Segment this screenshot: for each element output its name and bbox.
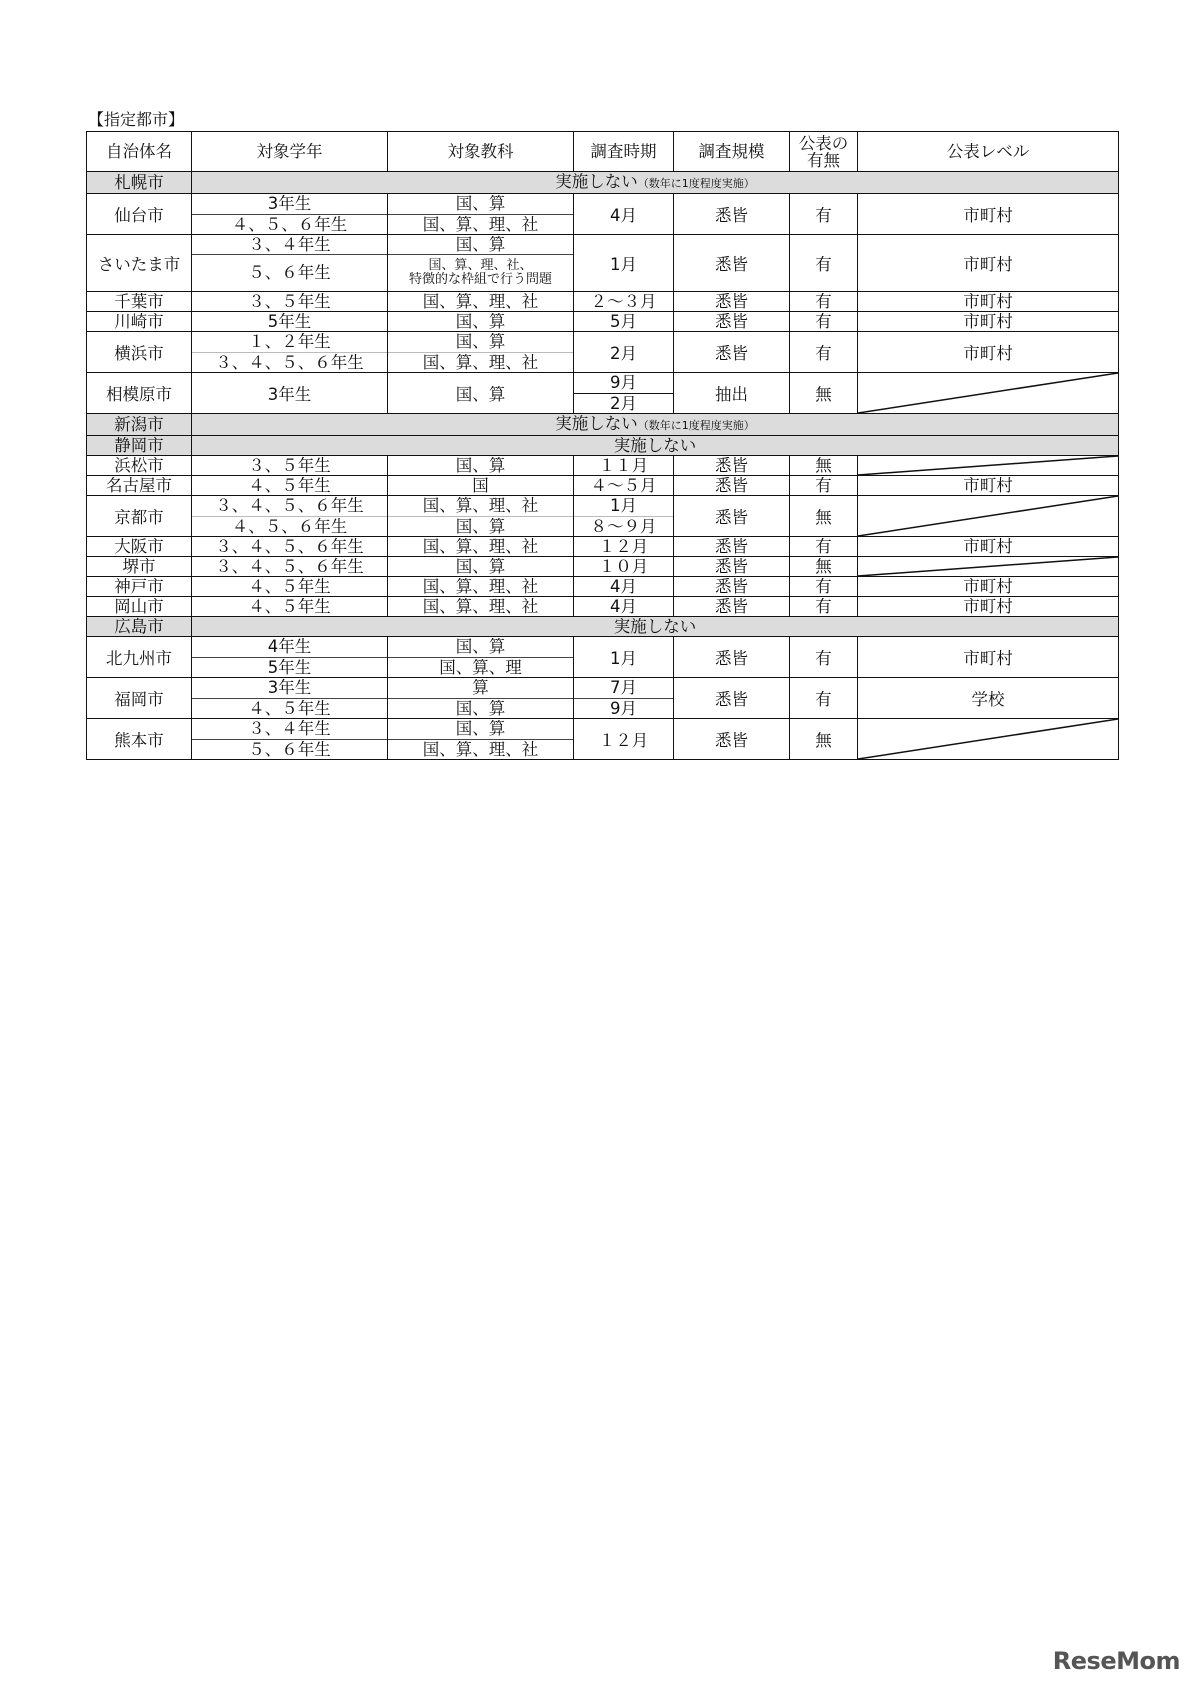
period-cell: 4月: [574, 194, 674, 235]
municipality-name: 広島市: [87, 617, 192, 637]
level-cell-na: [858, 719, 1119, 760]
publish-cell: 有: [790, 577, 858, 597]
subject-line: 国、算: [455, 637, 506, 657]
municipality-name: さいたま市: [87, 235, 192, 292]
period-line: 2月: [574, 393, 673, 414]
grade-line: ５、６年生: [192, 254, 387, 291]
note-sub: （数年に1度程度実施）: [637, 177, 755, 190]
scale-cell: 悉皆: [674, 719, 790, 760]
header-scale: 調査規模: [674, 132, 790, 172]
municipality-name: 仙台市: [87, 194, 192, 235]
grades-cell: ４、５年生: [192, 476, 388, 496]
table-row: [87, 436, 1119, 456]
table-row: [87, 235, 1119, 292]
subject-line: 国、算: [388, 516, 573, 537]
table-row: [87, 456, 1119, 476]
grade-line: １、２年生: [248, 332, 331, 352]
note-main: 実施しない: [613, 436, 697, 455]
grade-line: ４、５、６年生: [192, 516, 387, 537]
publish-cell: 無: [790, 456, 858, 476]
period-cell: [574, 373, 674, 414]
note-sub: （数年に1度程度実施）: [637, 419, 755, 432]
grade-line: ４、５、６年生: [192, 214, 387, 235]
period-cell: ２～３月: [574, 292, 674, 312]
scale-cell: 悉皆: [674, 476, 790, 496]
publish-cell: 有: [790, 235, 858, 292]
scale-cell: 悉皆: [674, 292, 790, 312]
subjects-cell: [388, 719, 574, 760]
scale-cell: 悉皆: [674, 557, 790, 577]
period-cell: 1月: [574, 637, 674, 678]
table-row: [87, 312, 1119, 332]
period-line: 1月: [610, 496, 637, 516]
subject-line: 国、算、理、社: [422, 496, 539, 516]
subjects-cell: 国、算、理、社: [388, 597, 574, 617]
grades-cell: [192, 194, 388, 235]
period-line: 9月: [610, 373, 637, 393]
period-cell: [574, 678, 674, 719]
level-cell: 市町村: [858, 537, 1119, 557]
note-main: 実施しない: [555, 172, 638, 191]
subject-line: 国、算、理、社: [388, 739, 573, 760]
period-line: 7月: [610, 678, 637, 698]
subject-line: 国、算: [455, 332, 506, 352]
table-row: [87, 496, 1119, 537]
level-cell: 市町村: [858, 312, 1119, 332]
period-cell: 5月: [574, 312, 674, 332]
header-municipality: 自治体名: [87, 132, 192, 172]
level-cell-na: [858, 496, 1119, 537]
header-publish-line1: 公表の: [798, 133, 849, 153]
period-cell: 4月: [574, 597, 674, 617]
grades-cell: ４、５年生: [192, 597, 388, 617]
municipality-name: 浜松市: [87, 456, 192, 476]
scale-cell: 悉皆: [674, 597, 790, 617]
subject-line: 国、算: [455, 194, 506, 214]
resemom-logo: ReseMom: [1052, 1647, 1180, 1675]
diagonal-slash: [858, 456, 1118, 475]
grade-line: ３、４年生: [248, 234, 331, 254]
scale-cell: 悉皆: [674, 537, 790, 557]
note-main: 実施しない: [555, 414, 638, 433]
diagonal-slash: [858, 496, 1118, 536]
diagonal-slash: [858, 557, 1118, 576]
note-main: 実施しない: [613, 617, 697, 636]
period-cell: [574, 496, 674, 537]
header-period: 調査時期: [574, 132, 674, 172]
publish-cell: 無: [790, 557, 858, 577]
subject-line: 国、算: [455, 719, 506, 739]
period-cell: 1月: [574, 235, 674, 292]
level-cell-na: [858, 373, 1119, 414]
period-cell: １２月: [574, 537, 674, 557]
table-row: [87, 414, 1119, 436]
level-cell: 市町村: [858, 637, 1119, 678]
level-cell: 市町村: [858, 597, 1119, 617]
subjects-cell: [388, 496, 574, 537]
subjects-cell: [388, 194, 574, 235]
level-cell-na: [858, 557, 1119, 577]
grades-cell: [192, 332, 388, 373]
table-row: [87, 557, 1119, 577]
grades-cell: ４、５年生: [192, 577, 388, 597]
subject-multiline: [388, 254, 573, 291]
table-row: [87, 172, 1119, 194]
publish-cell: 有: [790, 537, 858, 557]
municipality-name: 千葉市: [87, 292, 192, 312]
grades-cell: 5年生: [192, 312, 388, 332]
municipality-name: 札幌市: [87, 172, 192, 194]
scale-cell: 悉皆: [674, 577, 790, 597]
subject-line: 国、算: [388, 698, 573, 719]
municipality-name: 岡山市: [87, 597, 192, 617]
table-row: [87, 332, 1119, 373]
not-conducted-note: [192, 436, 1119, 456]
municipality-name: 福岡市: [87, 678, 192, 719]
subjects-cell: 国、算: [388, 373, 574, 414]
scale-cell: 悉皆: [674, 235, 790, 292]
municipality-name: 大阪市: [87, 537, 192, 557]
section-title: 【指定都市】: [88, 110, 185, 129]
grade-line: ３、４、５、６年生: [192, 352, 387, 373]
table-row: [87, 678, 1119, 719]
publish-cell: 有: [790, 312, 858, 332]
publish-cell: 無: [790, 496, 858, 537]
publish-cell: 有: [790, 678, 858, 719]
grade-line: ３、４年生: [248, 719, 331, 739]
grades-cell: 3年生: [192, 373, 388, 414]
level-cell: 市町村: [858, 476, 1119, 496]
level-cell: 市町村: [858, 577, 1119, 597]
subject-line: 国、算、理、社、: [428, 258, 533, 274]
period-cell: １０月: [574, 557, 674, 577]
subject-line: 特徴的な枠組で行う問題: [408, 272, 552, 287]
scale-cell: 抽出: [674, 373, 790, 414]
municipality-name: 北九州市: [87, 637, 192, 678]
period-line: ８～９月: [574, 516, 673, 537]
grades-cell: [192, 637, 388, 678]
not-conducted-note: [192, 414, 1119, 436]
not-conducted-note: [192, 172, 1119, 194]
not-conducted-note: [192, 617, 1119, 637]
diagonal-slash: [858, 373, 1118, 413]
table-row: [87, 476, 1119, 496]
publish-cell: 有: [790, 194, 858, 235]
grades-cell: ３、５年生: [192, 292, 388, 312]
level-cell: 市町村: [858, 235, 1119, 292]
grades-cell: ３、４、５、６年生: [192, 557, 388, 577]
subject-line: 国、算、理、社: [388, 352, 573, 373]
subjects-cell: 国、算: [388, 456, 574, 476]
header-publish-line2: 有無: [807, 150, 840, 170]
table-row: [87, 373, 1119, 414]
level-cell-na: [858, 456, 1119, 476]
grade-line: ５、６年生: [192, 739, 387, 760]
period-cell: １２月: [574, 719, 674, 760]
publish-cell: 有: [790, 292, 858, 312]
table-row: [87, 597, 1119, 617]
municipality-name: 新潟市: [87, 414, 192, 436]
period-cell: ４～５月: [574, 476, 674, 496]
subjects-cell: [388, 678, 574, 719]
subjects-cell: [388, 332, 574, 373]
municipality-name: 横浜市: [87, 332, 192, 373]
publish-cell: 有: [790, 332, 858, 373]
scale-cell: 悉皆: [674, 194, 790, 235]
municipality-name: 川崎市: [87, 312, 192, 332]
designated-cities-table: [86, 131, 1119, 760]
scale-cell: 悉皆: [674, 332, 790, 373]
subjects-cell: 国、算、理、社: [388, 537, 574, 557]
subjects-cell: [388, 637, 574, 678]
municipality-name: 神戸市: [87, 577, 192, 597]
subjects-cell: 国、算: [388, 557, 574, 577]
level-cell: 学校: [858, 678, 1119, 719]
table-row: [87, 292, 1119, 312]
period-cell: 4月: [574, 577, 674, 597]
table-row: [87, 617, 1119, 637]
header-grades: 対象学年: [192, 132, 388, 172]
grades-cell: [192, 235, 388, 292]
municipality-name: 堺市: [87, 557, 192, 577]
period-line: 9月: [574, 698, 673, 719]
municipality-name: 熊本市: [87, 719, 192, 760]
scale-cell: 悉皆: [674, 456, 790, 476]
table-row: [87, 637, 1119, 678]
publish-cell: 有: [790, 637, 858, 678]
header-row: [87, 132, 1119, 172]
grades-cell: ３、５年生: [192, 456, 388, 476]
table-row: [87, 577, 1119, 597]
grade-line: 4年生: [267, 637, 312, 657]
scale-cell: 悉皆: [674, 312, 790, 332]
scale-cell: 悉皆: [674, 637, 790, 678]
grades-cell: [192, 678, 388, 719]
scale-cell: 悉皆: [674, 496, 790, 537]
grades-cell: [192, 496, 388, 537]
grade-line: 3年生: [267, 194, 312, 214]
grade-line: ３、４、５、６年生: [215, 496, 364, 516]
publish-cell: 無: [790, 719, 858, 760]
period-cell: 2月: [574, 332, 674, 373]
municipality-name: 名古屋市: [87, 476, 192, 496]
table-row: [87, 537, 1119, 557]
subject-line: 国、算: [455, 234, 506, 254]
subject-line: 算: [472, 678, 489, 698]
grade-line: 3年生: [267, 678, 312, 698]
header-level: 公表レベル: [858, 132, 1119, 172]
subjects-cell: 国: [388, 476, 574, 496]
municipality-name: 相模原市: [87, 373, 192, 414]
subject-line: 国、算、理、社: [388, 214, 573, 235]
subjects-cell: 国、算、理、社: [388, 292, 574, 312]
period-cell: １１月: [574, 456, 674, 476]
publish-cell: 有: [790, 476, 858, 496]
publish-cell: 無: [790, 373, 858, 414]
subject-line: 国、算、理: [388, 657, 573, 678]
level-cell: 市町村: [858, 292, 1119, 312]
grades-cell: ３、４、５、６年生: [192, 537, 388, 557]
subjects-cell: [388, 235, 574, 292]
grades-cell: [192, 719, 388, 760]
table-row: [87, 719, 1119, 760]
subjects-cell: 国、算、理、社: [388, 577, 574, 597]
municipality-name: 京都市: [87, 496, 192, 537]
grade-line: 5年生: [192, 657, 387, 678]
publish-cell: 有: [790, 597, 858, 617]
table-row: [87, 194, 1119, 235]
scale-cell: 悉皆: [674, 678, 790, 719]
municipality-name: 静岡市: [87, 436, 192, 456]
level-cell: 市町村: [858, 194, 1119, 235]
grade-line: ４、５年生: [192, 698, 387, 719]
header-subjects: 対象教科: [388, 132, 574, 172]
diagonal-slash: [858, 719, 1118, 759]
header-publish: [790, 132, 858, 172]
subjects-cell: 国、算: [388, 312, 574, 332]
level-cell: 市町村: [858, 332, 1119, 373]
